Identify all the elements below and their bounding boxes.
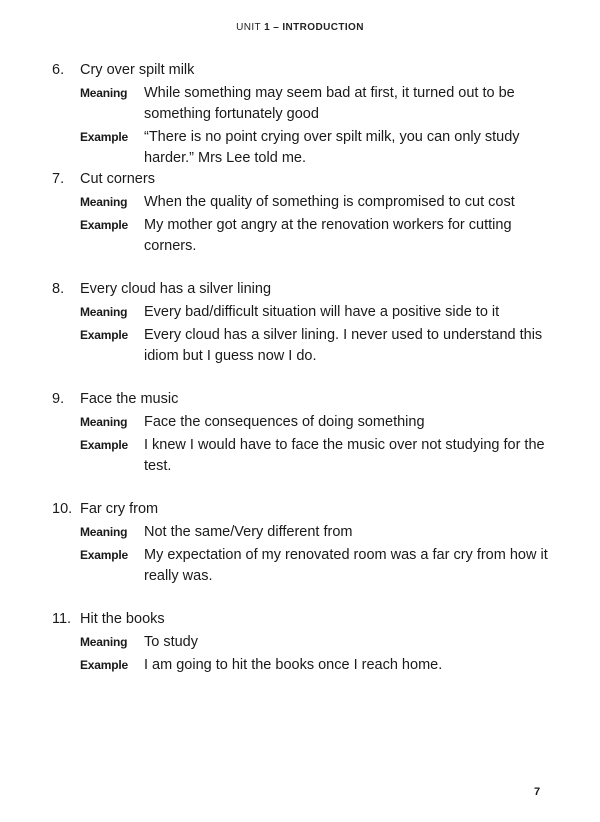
idiom-entry (52, 389, 552, 477)
meaning-row (80, 302, 552, 323)
idiom-entry (52, 169, 552, 257)
meaning-row (80, 522, 552, 543)
meaning-row (80, 83, 552, 125)
idiom-title-line (52, 279, 552, 300)
example-label: Example (80, 328, 128, 342)
meaning-row (80, 192, 552, 213)
example-row (80, 215, 552, 257)
idiom-list (52, 60, 552, 676)
idiom-title-line (52, 609, 552, 630)
idiom-title: Cry over spilt milk (80, 62, 195, 78)
idiom-title: Far cry from (80, 501, 159, 517)
example-row (80, 545, 552, 587)
meaning-text: To study (144, 634, 198, 650)
example-text: My expectation of my renovated room was a far cry from how it really was. (144, 547, 548, 584)
example-row (80, 655, 552, 676)
example-text: “There is no point crying over spilt milk, you can only study harder.” Mrs Lee told me. (144, 129, 520, 166)
example-row (80, 435, 552, 477)
example-text: I knew I would have to face the music over not studying for the test. (144, 437, 545, 474)
page-number: 7 (534, 786, 541, 798)
idiom-number: 7. (52, 171, 65, 187)
meaning-text: While something may seem bad at first, it turned out to be something fortunately good (144, 85, 515, 122)
idiom-title-line (52, 499, 552, 520)
example-text: My mother got angry at the renovation workers for cutting corners. (144, 217, 512, 254)
idiom-number: 6. (52, 62, 65, 78)
meaning-label: Meaning (80, 195, 128, 209)
idiom-title: Cut corners (80, 171, 155, 187)
meaning-label: Meaning (80, 305, 128, 319)
header-unit: UNIT (236, 22, 265, 33)
meaning-text: Not the same/Very different from (144, 524, 353, 540)
meaning-label: Meaning (80, 635, 128, 649)
idiom-title: Face the music (80, 391, 179, 407)
meaning-row (80, 632, 552, 653)
idiom-number: 10. (52, 501, 73, 517)
example-text: Every cloud has a silver lining. I never used to understand this idiom but I guess now I do. (144, 327, 543, 364)
example-text: I am going to hit the books once I reach home. (144, 657, 443, 673)
meaning-label: Meaning (80, 415, 128, 429)
header-separator: – (270, 22, 283, 33)
meaning-label: Meaning (80, 86, 128, 100)
running-header (0, 22, 600, 33)
example-label: Example (80, 658, 128, 672)
example-label: Example (80, 130, 128, 144)
idiom-title: Hit the books (80, 611, 165, 627)
idiom-title-line (52, 60, 552, 81)
example-row (80, 325, 552, 367)
meaning-text: Every bad/difficult situation will have a positive side to it (144, 304, 500, 320)
meaning-row (80, 412, 552, 433)
idiom-entry (52, 60, 552, 169)
idiom-entry (52, 499, 552, 587)
header-section: INTRODUCTION (282, 22, 364, 33)
example-label: Example (80, 438, 128, 452)
idiom-number: 9. (52, 391, 65, 407)
example-row (80, 127, 552, 169)
idiom-title-line (52, 389, 552, 410)
meaning-label: Meaning (80, 525, 128, 539)
meaning-text: Face the consequences of doing something (144, 414, 425, 430)
header-unit-number: 1 (264, 22, 271, 33)
idiom-title: Every cloud has a silver lining (80, 281, 272, 297)
idiom-number: 11. (52, 611, 72, 627)
idiom-title-line (52, 169, 552, 190)
idiom-entry (52, 279, 552, 367)
idiom-number: 8. (52, 281, 65, 297)
example-label: Example (80, 218, 128, 232)
example-label: Example (80, 548, 128, 562)
meaning-text: When the quality of something is compromised to cut cost (144, 194, 515, 210)
idiom-entry (52, 609, 552, 676)
